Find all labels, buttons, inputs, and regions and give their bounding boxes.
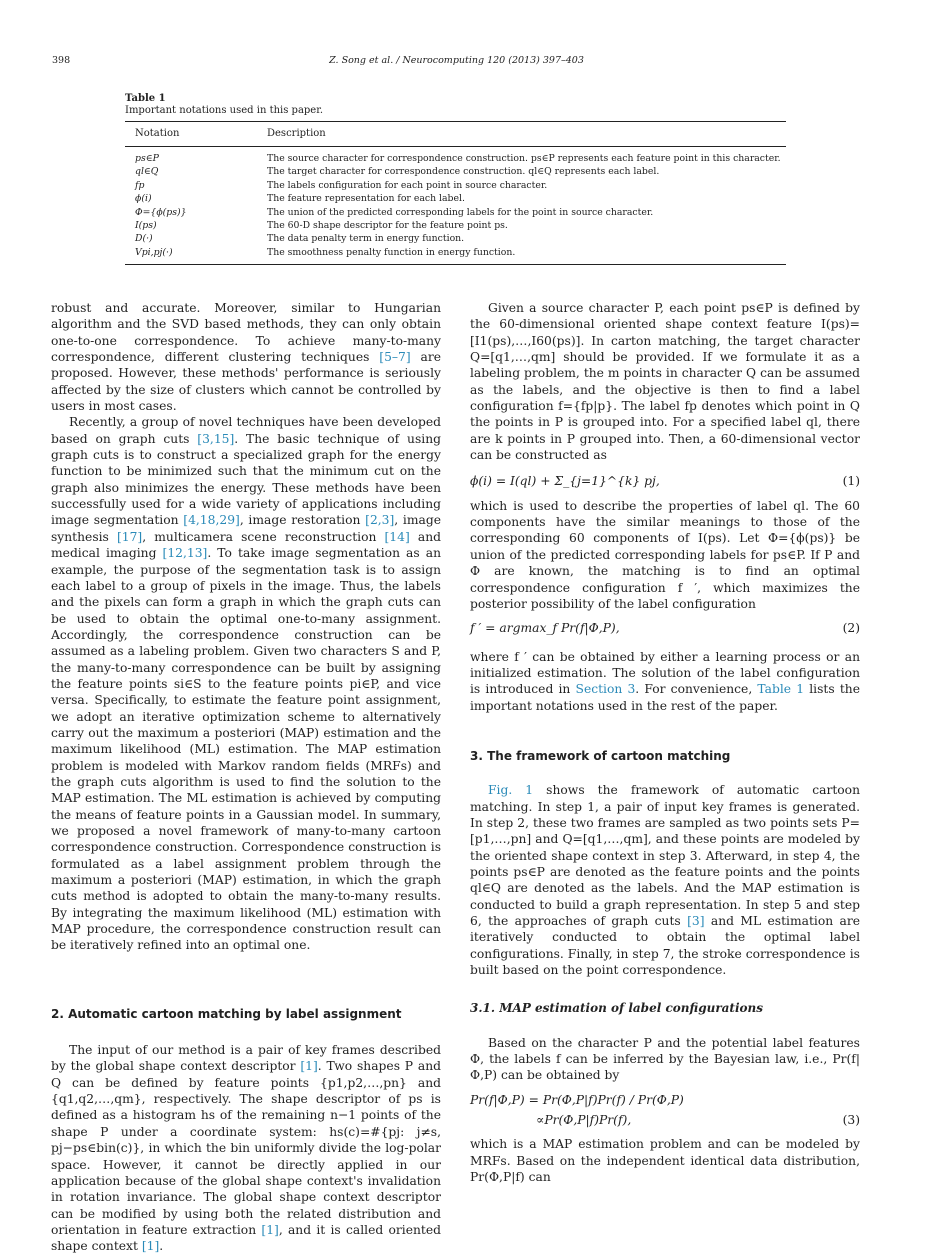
table-row bbox=[125, 179, 786, 192]
citation-link[interactable]: [17] bbox=[116, 529, 143, 544]
table-body bbox=[125, 147, 786, 265]
equation-number: (3) bbox=[842, 1113, 860, 1128]
citation-link[interactable]: [1] bbox=[300, 1059, 318, 1074]
notation-cell: fp bbox=[135, 179, 145, 191]
notation-cell: ps∈P bbox=[135, 153, 159, 164]
citation-link[interactable]: [12,13] bbox=[162, 546, 208, 561]
equation-1 bbox=[470, 473, 860, 489]
text: robust and accurate. Moreover, similar to Hungarian algorithm and the SVD based methods, they can only obtain one-to-one correspondence. To achieve many-to-many correspondence, different clustering techniques bbox=[51, 301, 441, 365]
text: . The basic technique of using graph cuts is to construct a specialized graph for the energy function to be minimized such that the minimum cut on the graph also minimizes the energy. These methods have been successfully used for a wide variety of applications including image segmentation bbox=[51, 431, 441, 528]
paragraph bbox=[51, 1042, 441, 1254]
equation-body: f ′ = argmax_f Pr(f|Φ,P), bbox=[470, 621, 620, 636]
header-notation: Notation bbox=[135, 128, 180, 139]
citation-link[interactable]: [3,15] bbox=[197, 431, 235, 446]
text: , and it is called oriented shape context bbox=[51, 1222, 441, 1254]
table-caption: Important notations used in this paper. bbox=[125, 105, 324, 116]
description-cell: The feature representation for each label. bbox=[267, 193, 465, 205]
equation-body: ϕ(i) = I(ql) + Σ_{j=1}^{k} pj, bbox=[470, 474, 660, 489]
section-heading: 2. Automatic cartoon matching by label assignment bbox=[51, 1006, 402, 1021]
figure-link[interactable]: Fig. 1 bbox=[488, 783, 534, 798]
citation-link[interactable]: [3] bbox=[687, 914, 705, 928]
text: shows the framework of automatic cartoon matching. In step 1, a pair of input key frames is generated. In step 2, these two frames are sampled as two points sets P=[p1,…,pn] and Q=[q1,…,qm], and these points are modeled by the oriented shape context in step 3. Afterward, in step 4, the points ps∈P are denoted as the feature points and the points ql∈Q are denoted as the labels. And the MAP estimation is conducted to build a graph representation. In step 5 and step 6, the approaches of graph cuts bbox=[470, 783, 861, 928]
cross-reference-link[interactable]: Table 1 bbox=[757, 682, 805, 697]
table-header bbox=[125, 122, 786, 147]
table-row bbox=[125, 219, 786, 232]
text: , image restoration bbox=[239, 513, 366, 528]
text: . To take image segmentation as an example, the purpose of the segmentation task is to assign each label to a group of pixels in the image. Thus, the labels and the pixels can form a graph in which the graph cuts can be used to obtain the optimal one-to-many assignment. Accordingly, the correspondence construction can be assumed as a labeling problem. Given two characters S and P, the many-to-many correspondence can be built by assigning the feature points si∈S to the feature points pi∈P, and vice versa. Specifically, to estimate the feature point assignment, we adopt an iterative optimization scheme to alternatively carry out the maximum a posteriori (MAP) estimation and the maximum likelihood (ML) estimation. The MAP estimation problem is modeled with Markov random fields (MRFs) and the graph cuts algorithm is used to find the solution to the MAP estimation. The ML estimation is achieved by computing the means of feature points in a Gaussian model. In summary, we proposed a novel framework of many-to-many cartoon correspondence construction. Correspondence construction is formulated as a label assignment problem through the maximum a posteriori (MAP) estimation, in which the graph cuts method is adopted to obtain the many-to-many results. By integrating the maximum likelihood (ML) estimation with MAP procedure, the correspondence construction result can be iteratively refined into an optimal one. bbox=[51, 546, 441, 953]
description-cell: The smoothness penalty function in energy function. bbox=[267, 246, 516, 258]
text: , image synthesis bbox=[51, 513, 441, 544]
paragraph: Based on the character P and the potential label features Φ, the labels f can be inferred by the Bayesian law, i.e., Pr(f|Φ,P) can be obtained by bbox=[470, 1035, 860, 1083]
citation-link[interactable]: [4,18,29] bbox=[183, 513, 240, 528]
text: Recently, a group of novel techniques have been developed based on graph cuts bbox=[51, 415, 441, 446]
notation-cell: ql∈Q bbox=[135, 166, 159, 178]
citation-link[interactable]: [1] bbox=[141, 1239, 160, 1254]
table-row bbox=[125, 165, 786, 178]
description-cell: The labels configuration for each point in source character. bbox=[267, 179, 548, 191]
text: . bbox=[159, 1239, 164, 1254]
notation-cell: ϕ(i) bbox=[135, 193, 152, 205]
table-row bbox=[125, 152, 786, 165]
text: are proposed. However, these methods' performance is seriously affected by the size of clusters which cannot be controlled by users in most cases. bbox=[51, 350, 441, 414]
paragraph bbox=[470, 649, 860, 714]
notation-cell: Φ={ϕ(ps)} bbox=[135, 206, 187, 218]
paragraph: which is used to describe the properties of label ql. The 60 components have the similar meanings to those of the corresponding 60 components of I(ps). Let Φ={ϕ(ps)} be union of the predicted corresponding labels for ps∈P. If P and Φ are known, the matching is to find an optimal correspondence configuration f ′, which maximizes the posterior possibility of the label configuration bbox=[470, 498, 860, 611]
equation-body: ∝Pr(Φ,P|f)Pr(f), bbox=[536, 1113, 632, 1128]
citation-link[interactable]: [5–7] bbox=[379, 350, 411, 365]
page-number: 398 bbox=[52, 55, 71, 66]
text: lists the important notations used in the rest of the paper. bbox=[470, 682, 860, 713]
text: . Two shapes P and Q can be defined by feature points {p1,p2,…,pn} and {q1,q2,…,qm}, respectively. The shape descriptor of ps is defined as a histogram hs of the remaining n−1 points of the shape P under a coordinate system: hs(c)=#{pj: j≠s, pj−ps∈bin(c)}, in which the bin uniformly divide the log-polar space. However, it cannot be directly applied in our application because of the global shape context's invalidation in rotation invariance. The global shape context descriptor can be modified by using both the related distribution and orientation in feature extraction bbox=[51, 1059, 441, 1237]
description-cell: The target character for correspondence construction. ql∈Q represents each label. bbox=[267, 166, 660, 178]
equation-3b bbox=[470, 1112, 860, 1128]
equation-2 bbox=[470, 620, 860, 636]
left-column bbox=[51, 300, 441, 1255]
description-cell: The 60-D shape descriptor for the feature point ps. bbox=[267, 220, 508, 232]
text: where f ′ can be obtained by either a learning process or an initialized estimation. The solution of the label configuration is introduced in bbox=[470, 649, 860, 697]
text: and ML estimation are iteratively conducted to obtain the optimal label configurations. Finally, in step 7, the stroke correspondence is built based on the point correspondence. bbox=[470, 914, 861, 978]
equation-number: (1) bbox=[842, 474, 860, 489]
table-row bbox=[125, 246, 786, 259]
table-row bbox=[125, 192, 786, 205]
description-cell: The data penalty term in energy function. bbox=[267, 233, 465, 245]
citation-link[interactable]: [14] bbox=[384, 529, 410, 544]
paragraph bbox=[470, 782, 860, 978]
table-row bbox=[125, 206, 786, 219]
text: . For convenience, bbox=[635, 682, 758, 697]
notation-cell: I(ps) bbox=[135, 220, 157, 232]
paragraph: Given a source character P, each point ps∈P is defined by the 60-dimensional oriented shape context feature I(ps)=[I1(ps),…,I60(ps)]. In carton matching, the target character Q=[q1,…,qm] should be provided. If we formulate it as a labeling problem, the m points in character Q can be assumed as the labels, and the objective is then to find a label configuration f={fp|p}. The label fp denotes which point in Q the points in P is grouped into. For a specified label ql, there are k points in P grouped into. Then, a 60-dimensional vector can be constructed as bbox=[470, 301, 860, 463]
equation-body: Pr(f|Φ,P) = Pr(Φ,P|f)Pr(f) / Pr(Φ,P) bbox=[470, 1092, 684, 1107]
right-column bbox=[470, 300, 860, 1185]
paragraph: which is a MAP estimation problem and can be modeled by MRFs. Based on the independent identical data distribution, Pr(Φ,P|f) can bbox=[470, 1137, 860, 1185]
header-description: Description bbox=[267, 128, 326, 139]
notation-cell: D(·) bbox=[135, 233, 153, 245]
table-row bbox=[125, 232, 786, 245]
citation-link[interactable]: [2,3] bbox=[365, 513, 395, 528]
description-cell: The source character for correspondence construction. ps∈P represents each feature point in this character. bbox=[267, 153, 781, 164]
paragraph bbox=[51, 300, 441, 414]
journal-citation: Z. Song et al. / Neurocomputing 120 (2013) 397–403 bbox=[329, 55, 584, 66]
cross-reference-link[interactable]: Section 3 bbox=[575, 682, 636, 697]
table-label: Table 1 bbox=[125, 93, 166, 104]
paragraph bbox=[51, 414, 441, 953]
description-cell: The union of the predicted corresponding labels for the point in source character. bbox=[267, 206, 654, 218]
text: and medical imaging bbox=[51, 529, 441, 561]
subsection-heading: 3.1. MAP estimation of label configurations bbox=[470, 1001, 763, 1016]
text: , multicamera scene reconstruction bbox=[142, 529, 385, 544]
citation-link[interactable]: [1] bbox=[261, 1222, 279, 1237]
text: The input of our method is a pair of key frames described by the global shape context descriptor bbox=[51, 1043, 441, 1074]
running-header bbox=[52, 55, 861, 71]
equation-3a bbox=[470, 1092, 860, 1108]
section-heading: 3. The framework of cartoon matching bbox=[470, 748, 731, 763]
equation-number: (2) bbox=[842, 621, 860, 636]
notation-cell: Vpi,pj(·) bbox=[135, 246, 173, 258]
notation-table bbox=[125, 93, 786, 265]
